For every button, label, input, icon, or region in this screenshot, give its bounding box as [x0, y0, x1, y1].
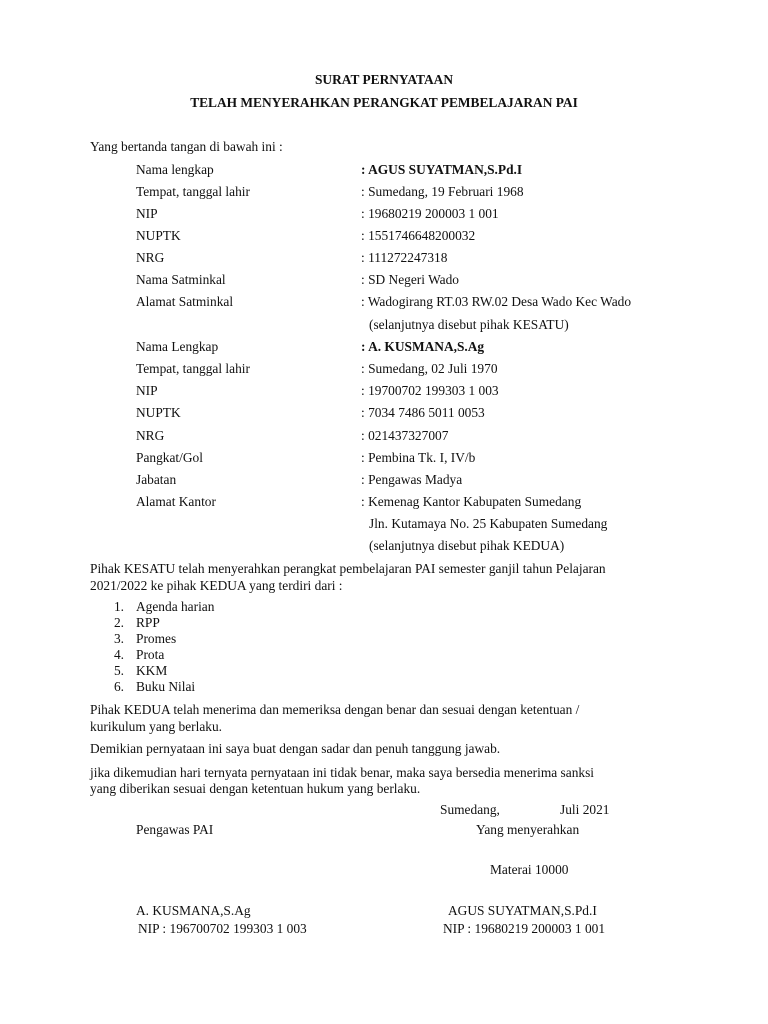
signature-date: Juli 2021 [560, 802, 610, 817]
list-item-number: 2. [113, 615, 124, 630]
party1-label-nuptk: NUPTK [136, 228, 181, 243]
received-line-1: Pihak KEDUA telah menerima dan memeriksa dengan benar dan sesuai dengan ketentuan / [90, 702, 580, 717]
stamp-duty-label: Materai 10000 [490, 862, 569, 877]
closing-text: Demikian pernyataan ini saya buat dengan sadar dan penuh tanggung jawab. [90, 741, 501, 756]
list-item: KKM [136, 663, 168, 678]
signature-right-nip: NIP : 19680219 200003 1 001 [443, 921, 606, 936]
party2-office-address: Jln. Kutamaya No. 25 Kabupaten Sumedang [369, 516, 608, 531]
party2-label-rank: Pangkat/Gol [136, 450, 203, 465]
party2-value-nrg: : 021437327007 [361, 428, 449, 443]
signature-left-name: A. KUSMANA,S.Ag [136, 903, 251, 918]
list-item-number: 5. [113, 663, 124, 678]
party1-label-nrg: NRG [136, 250, 165, 265]
party2-value-rank: : Pembina Tk. I, IV/b [361, 450, 476, 465]
party1-value-birth: : Sumedang, 19 Februari 1968 [361, 184, 524, 199]
document-title: SURAT PERNYATAAN [314, 72, 454, 87]
party2-value-birth: : Sumedang, 02 Juli 1970 [361, 361, 498, 376]
party1-value-name: : AGUS SUYATMAN,S.Pd.I [361, 162, 523, 177]
party2-value-nuptk: : 7034 7486 5011 0053 [361, 405, 485, 420]
party1-label-birth: Tempat, tanggal lahir [136, 184, 250, 199]
list-item-number: 6. [113, 679, 124, 694]
party1-value-nrg: : 111272247318 [361, 250, 448, 265]
party2-label-position: Jabatan [136, 472, 177, 487]
intro-text: Yang bertanda tangan di bawah ini : [90, 139, 283, 154]
party1-label-nip: NIP [136, 206, 158, 221]
signature-left-nip: NIP : 196700702 199303 1 003 [138, 921, 307, 936]
list-item: Promes [136, 631, 177, 646]
party2-note: (selanjutnya disebut pihak KEDUA) [369, 538, 565, 553]
list-item: Agenda harian [136, 599, 215, 614]
party1-label-address: Alamat Satminkal [136, 294, 234, 309]
sanction-line-1: jika dikemudian hari ternyata pernyataan ini tidak benar, maka saya bersedia menerima sanksi [90, 765, 595, 780]
signature-right-name: AGUS SUYATMAN,S.Pd.I [448, 903, 597, 918]
list-item-number: 1. [113, 599, 124, 614]
party2-label-name: Nama Lengkap [136, 339, 219, 354]
party2-value-office: : Kemenag Kantor Kabupaten Sumedang [361, 494, 582, 509]
party2-value-name: : A. KUSMANA,S.Ag [361, 339, 485, 354]
party1-value-nuptk: : 1551746648200032 [361, 228, 476, 243]
list-item-number: 4. [113, 647, 124, 662]
party2-label-nuptk: NUPTK [136, 405, 181, 420]
list-item-number: 3. [113, 631, 124, 646]
signature-right-role: Yang menyerahkan [476, 822, 580, 837]
handover-line-1: Pihak KESATU telah menyerahkan perangkat pembelajaran PAI semester ganjil tahun Pelajaran [90, 561, 606, 576]
party1-value-address: : Wadogirang RT.03 RW.02 Desa Wado Kec Wado [361, 294, 632, 309]
signature-left-role: Pengawas PAI [136, 822, 214, 837]
list-item: Buku Nilai [136, 679, 196, 694]
list-item: RPP [136, 615, 160, 630]
handover-line-2: 2021/2022 ke pihak KEDUA yang terdiri dari : [90, 578, 343, 593]
party1-label-name: Nama lengkap [136, 162, 214, 177]
party2-label-office: Alamat Kantor [136, 494, 216, 509]
document-subtitle: TELAH MENYERAHKAN PERANGKAT PEMBELAJARAN PAI [190, 95, 578, 110]
sanction-line-2: yang diberikan sesuai dengan ketentuan hukum yang berlaku. [90, 781, 421, 796]
party1-note: (selanjutnya disebut pihak KESATU) [369, 317, 569, 332]
list-item: Prota [136, 647, 165, 662]
party1-label-satminkal: Nama Satminkal [136, 272, 226, 287]
party2-label-birth: Tempat, tanggal lahir [136, 361, 250, 376]
signature-place: Sumedang, [440, 802, 500, 817]
party2-value-nip: : 19700702 199303 1 003 [361, 383, 499, 398]
party2-value-position: : Pengawas Madya [361, 472, 463, 487]
received-line-2: kurikulum yang berlaku. [90, 719, 223, 734]
party1-value-satminkal: : SD Negeri Wado [361, 272, 459, 287]
party2-label-nip: NIP [136, 383, 158, 398]
party2-label-nrg: NRG [136, 428, 165, 443]
party1-value-nip: : 19680219 200003 1 001 [361, 206, 499, 221]
